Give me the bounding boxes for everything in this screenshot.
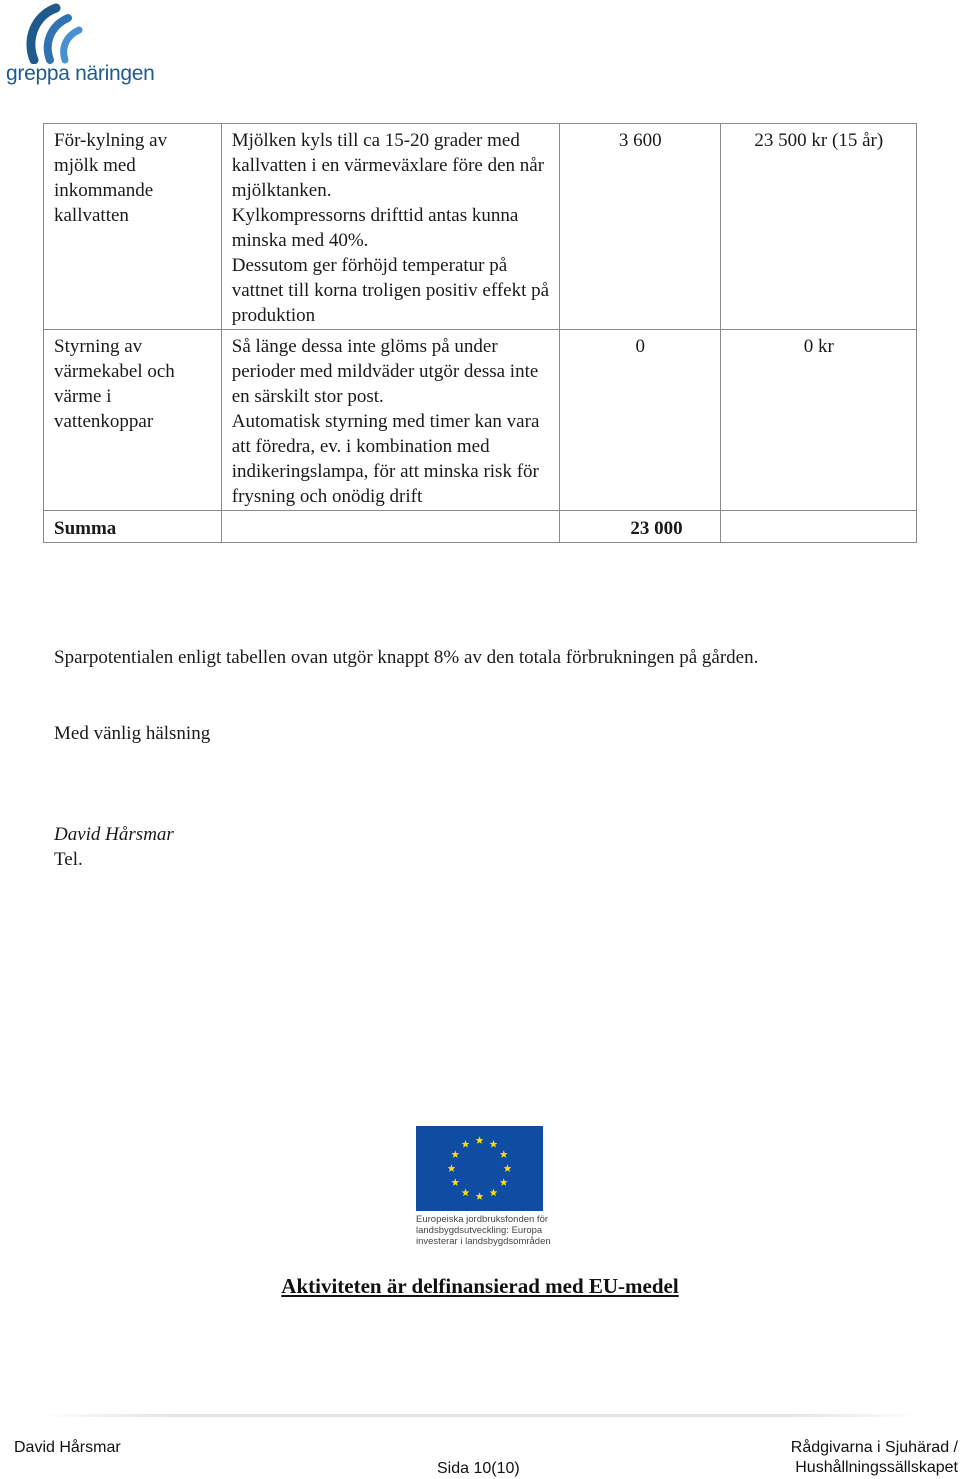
description-paragraph: Mjölken kyls till ca 15-20 grader med kallvatten i en värmeväxlare före den når mjölktanken.	[231, 130, 545, 201]
description-paragraph: Kylkompressorns drifttid antas kunna minska med 40%.	[231, 205, 519, 251]
footer-page-number: Sida 10(10)	[437, 1460, 520, 1477]
summa-label: Summa	[44, 511, 222, 543]
greppa-naringen-logo	[4, 2, 164, 88]
saving-cell: 3 600	[559, 124, 720, 330]
footer-organization	[791, 1438, 958, 1478]
cost-cell: 23 500 kr (15 år)	[720, 124, 916, 330]
eu-caption-line: landsbygdsutveckling: Europa	[416, 1225, 543, 1236]
logo-text: greppa näringen	[6, 62, 155, 85]
summa-row	[44, 511, 917, 543]
eu-caption	[416, 1214, 566, 1247]
eu-caption-line: investerar i landsbygdsområden	[416, 1236, 551, 1247]
cost-cell: 0 kr	[720, 330, 916, 511]
greeting: Med vänlig hälsning	[54, 723, 211, 744]
empty-cell	[221, 511, 559, 543]
logo-swoosh-icon	[4, 2, 164, 64]
savings-note: Sparpotentialen enligt tabellen ovan utgör knappt 8% av den totala förbrukningen på gården.	[54, 647, 759, 668]
signature-name: David Hårsmar	[54, 824, 174, 845]
table-row	[44, 330, 917, 511]
description-cell	[221, 124, 559, 330]
tel-label: Tel.	[54, 849, 83, 870]
eu-funding-banner: Aktiviteten är delfinansierad med EU-medel	[281, 1274, 679, 1298]
description-cell	[221, 330, 559, 511]
description-paragraph: Dessutom ger förhöjd temperatur på vattnet till korna troligen positiv effekt på produktion	[231, 255, 550, 326]
description-paragraph: Automatisk styrning med timer kan vara att föredra, ev. i kombination med indikeringslampa, för att minska risk för frysning och onödig drift	[231, 411, 540, 507]
eu-flag-logo	[416, 1126, 543, 1211]
footer-org-line: Hushållningssällskapet	[795, 1459, 958, 1476]
eu-caption-line: Europeiska jordbruksfonden för	[416, 1214, 549, 1225]
measure-cell: För-kylning av mjölk med inkommande kallvatten	[44, 124, 222, 330]
footer-divider	[40, 1414, 920, 1417]
description-paragraph: Så länge dessa inte glöms på under perioder med mildväder utgör dessa inte en särskilt stor post.	[231, 336, 539, 407]
measure-cell: Styrning av värmekabel och värme i vattenkoppar	[44, 330, 222, 511]
footer-org-line: Rådgivarna i Sjuhärad /	[790, 1439, 958, 1456]
table-row	[44, 124, 917, 330]
saving-cell: 0	[559, 330, 720, 511]
eu-stars-icon	[416, 1126, 543, 1211]
energy-measures-table	[43, 123, 917, 543]
summa-value: 23 000	[559, 511, 720, 543]
footer-author: David Hårsmar	[14, 1439, 121, 1456]
empty-cell	[720, 511, 916, 543]
